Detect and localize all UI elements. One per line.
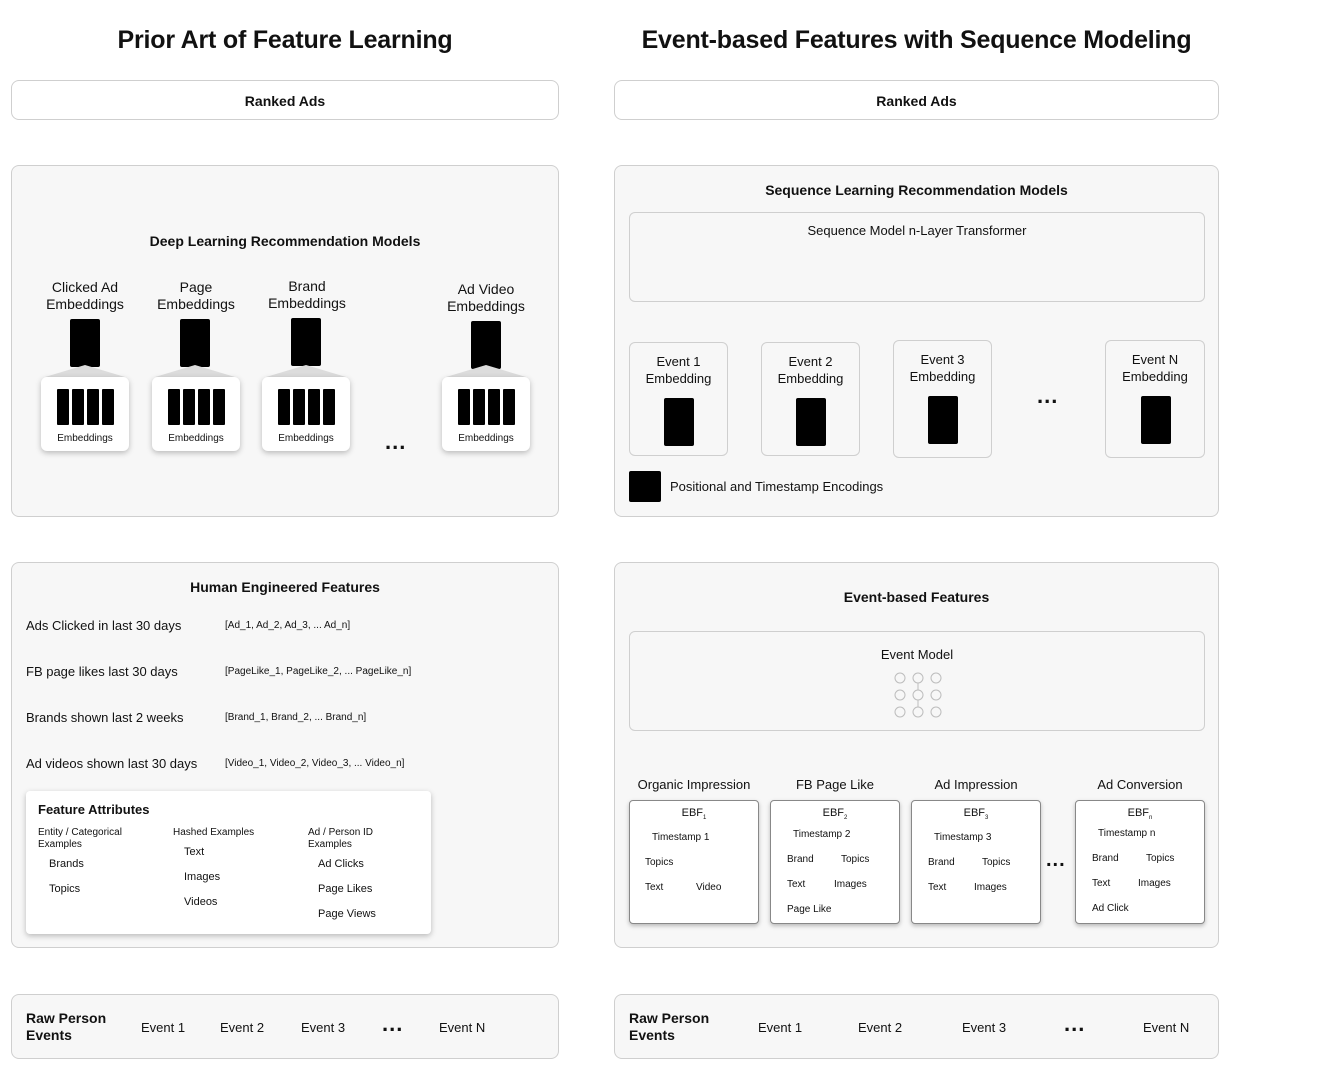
attr-item: Images [184, 871, 221, 883]
event-embedding-label: Event 3 Embedding [909, 352, 976, 384]
feature-attributes-card [26, 791, 431, 934]
ebf-ellipsis: ... [1046, 849, 1066, 871]
left-title: Prior Art of Feature Learning [117, 26, 453, 54]
hef-row-value: [Brand_1, Brand_2, ... Brand_n] [225, 712, 367, 723]
attr-col-header: Hashed Examples [173, 827, 255, 838]
embeddings-card-label: Embeddings [278, 433, 334, 444]
ebf-card [770, 800, 900, 924]
embedding-block [796, 398, 826, 446]
ebf-item: Brand [787, 854, 814, 865]
embeddings-card [262, 377, 350, 451]
slrm-title: Sequence Learning Recommendation Models [765, 182, 1068, 198]
raw-events-label: Raw Person Events [26, 1010, 107, 1043]
attr-item: Text [184, 846, 205, 858]
embedding-funnel [446, 365, 526, 377]
event-embedding-label: Event 2 Embedding [777, 354, 844, 386]
ebf-item: Brand [1092, 853, 1119, 864]
ebf-item: Video [696, 882, 722, 893]
event-embedding-box [893, 340, 992, 458]
slrm-panel [614, 165, 1219, 517]
ebf-panel [614, 562, 1219, 948]
event-model-label: Event Model [880, 647, 954, 662]
raw-event: Event 2 [220, 1020, 265, 1035]
right-ranked-ads-label: Ranked Ads [876, 93, 957, 109]
dlrm-group-label: Page Embeddings [157, 279, 235, 312]
ebf-item: Ad Click [1092, 903, 1129, 914]
ebf-timestamp: Timestamp 3 [934, 832, 992, 843]
right-title: Event-based Features with Sequence Modeling [641, 26, 1192, 54]
embeddings-card [41, 377, 129, 451]
attr-item: Topics [49, 883, 81, 895]
raw-event: Event 2 [858, 1020, 903, 1035]
raw-event: Event 1 [758, 1020, 803, 1035]
ebf-item: Topics [1146, 853, 1175, 864]
ebf-card [1075, 800, 1205, 924]
raw-event: Event N [1143, 1020, 1190, 1035]
ebf-name: $EBF_1$ [681, 807, 707, 822]
ebf-item: Page Like [787, 904, 832, 915]
ebf-item: Text [645, 882, 664, 893]
ebf-item: Topics [645, 857, 674, 868]
attr-item: Page Views [318, 908, 376, 920]
embedding-block [70, 319, 100, 367]
right-ranked-ads-box [614, 80, 1219, 120]
ebf-card-header: FB Page Like [795, 777, 875, 792]
embedding-block [664, 398, 694, 446]
ebf-item: Brand [928, 857, 955, 868]
dlrm-group-label: Ad Video Embeddings [447, 281, 525, 314]
embeddings-card-label: Embeddings [168, 433, 224, 444]
ebf-card [911, 800, 1041, 924]
network-icon [892, 670, 944, 722]
embeddings-card-label: Embeddings [458, 433, 514, 444]
raw-event: Event 3 [962, 1020, 1007, 1035]
ebf-timestamp: Timestamp n [1098, 828, 1156, 839]
attr-item: Page Likes [318, 883, 373, 895]
embedding-funnel [45, 365, 125, 377]
ebf-card-header: Organic Impression [637, 777, 751, 792]
event-embedding-box [761, 342, 860, 456]
ebf-name: $EBF_n$ [1127, 807, 1153, 822]
ebf-item: Text [928, 882, 947, 893]
dlrm-group-label: Clicked Ad Embeddings [46, 279, 124, 312]
ebf-card-header: Ad Impression [934, 777, 1018, 792]
hef-row-name: FB page likes last 30 days [26, 664, 178, 679]
transformer-label: Sequence Model n-Layer Transformer [807, 223, 1027, 238]
embedding-funnel [155, 365, 235, 377]
encoding-legend-swatch [629, 471, 661, 502]
ebf-name: $EBF_3$ [963, 807, 989, 822]
ebf-item: Text [787, 879, 806, 890]
embedding-block [928, 396, 958, 444]
embedding-funnel [266, 365, 346, 377]
left-ranked-ads-box [11, 80, 559, 120]
hef-row-value: [Video_1, Video_2, Video_3, ... Video_n] [225, 758, 405, 769]
embedding-block [471, 321, 501, 369]
dlrm-ellipsis: ... [385, 429, 407, 454]
raw-events-label: Raw Person Events [629, 1010, 710, 1043]
dlrm-group-label: Brand Embeddings [268, 278, 346, 311]
embedding-block [1141, 396, 1171, 444]
embedding-block [291, 318, 321, 366]
event-embedding-box [629, 342, 728, 456]
dlrm-panel [11, 165, 559, 517]
raw-events-ellipsis: ... [382, 1011, 404, 1036]
ebf-timestamp: Timestamp 2 [793, 829, 851, 840]
slrm-ellipsis: ... [1037, 383, 1059, 408]
raw-events-ellipsis: ... [1064, 1011, 1086, 1036]
embedding-block [180, 319, 210, 367]
left-ranked-ads-label: Ranked Ads [244, 93, 326, 109]
ebf-item: Images [834, 879, 867, 890]
hef-title: Human Engineered Features [190, 579, 380, 595]
ebf-item: Topics [841, 854, 870, 865]
event-embedding-label: Event 1 Embedding [645, 354, 712, 386]
dlrm-title: Deep Learning Recommendation Models [149, 233, 421, 249]
feature-attributes-title: Feature Attributes [38, 802, 150, 817]
raw-event: Event N [439, 1020, 486, 1035]
event-embedding-label: Event N Embedding [1122, 352, 1188, 384]
hef-row-name: Ad videos shown last 30 days [26, 756, 198, 771]
hef-row-name: Ads Clicked in last 30 days [26, 618, 182, 633]
embeddings-card [442, 377, 530, 451]
ebf-item: Text [1092, 878, 1111, 889]
encoding-legend-label: Positional and Timestamp Encodings [670, 479, 884, 494]
ebf-item: Images [974, 882, 1007, 893]
hef-row-name: Brands shown last 2 weeks [26, 710, 184, 725]
ebf-name: $EBF_2$ [822, 807, 848, 822]
raw-event: Event 3 [301, 1020, 346, 1035]
embeddings-card-label: Embeddings [57, 433, 113, 444]
attr-col-header: Ad / Person ID Examples [308, 827, 374, 850]
raw-event: Event 1 [141, 1020, 186, 1035]
hef-panel [11, 562, 559, 948]
transformer-box [629, 212, 1205, 302]
ebf-item: Images [1138, 878, 1171, 889]
ebf-card [629, 800, 759, 924]
event-embedding-box [1105, 340, 1205, 458]
attr-item: Brands [49, 858, 84, 870]
ebf-title: Event-based Features [843, 589, 990, 605]
embeddings-card [152, 377, 240, 451]
event-model-box [629, 631, 1205, 731]
hef-row-value: [Ad_1, Ad_2, Ad_3, ... Ad_n] [225, 620, 351, 631]
attr-item: Ad Clicks [318, 858, 364, 870]
hef-row-value: [PageLike_1, PageLike_2, ... PageLike_n] [225, 666, 412, 677]
left-raw-events-panel [11, 994, 559, 1059]
ebf-timestamp: Timestamp 1 [652, 832, 710, 843]
attr-col-header: Entity / Categorical Examples [38, 827, 122, 850]
right-raw-events-panel [614, 994, 1219, 1059]
ebf-item: Topics [982, 857, 1011, 868]
ebf-card-header: Ad Conversion [1097, 777, 1183, 792]
attr-item: Videos [184, 896, 218, 908]
